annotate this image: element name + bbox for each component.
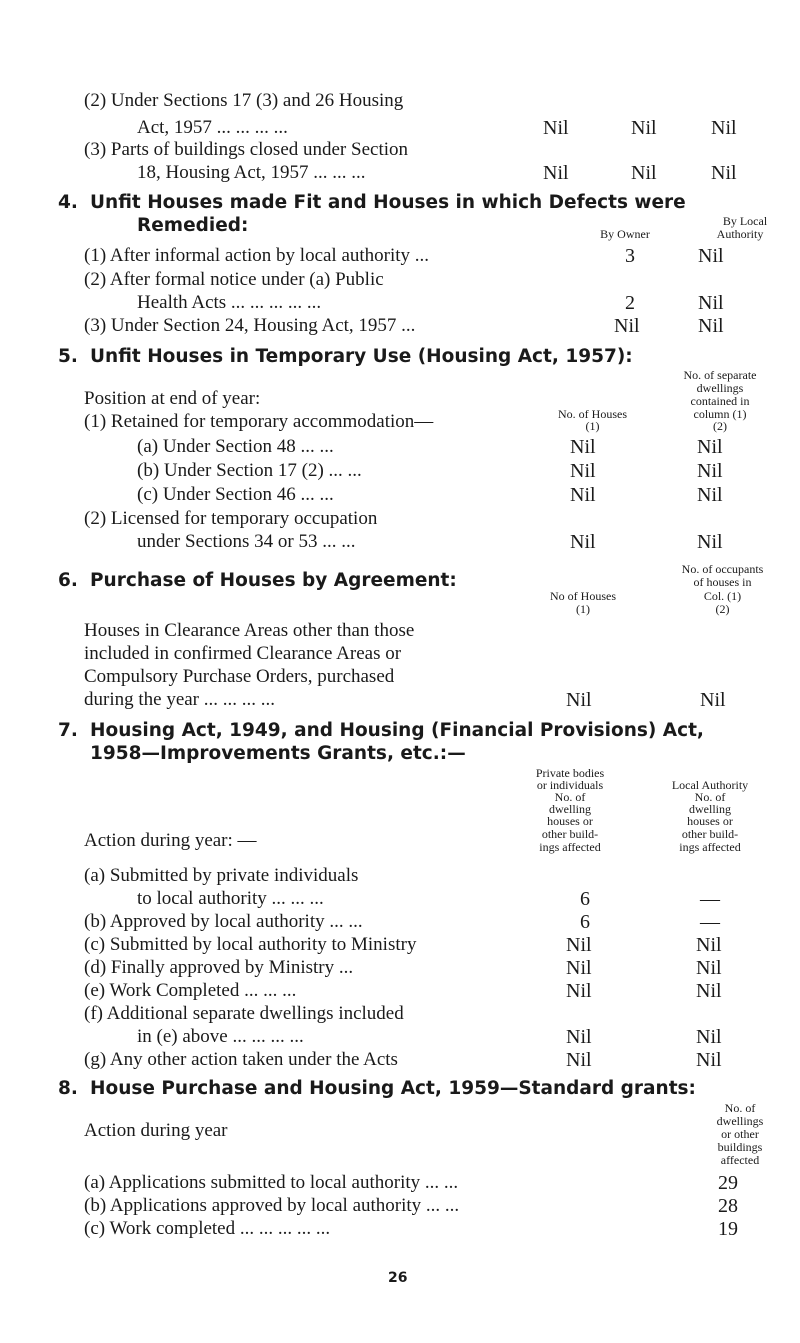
s7-col1-header: other build-	[541, 827, 599, 841]
s5-row-a-label: (a) Under Section 48 ... ...	[137, 436, 334, 457]
s7-row-d-label: (d) Finally approved by Ministry ...	[84, 957, 354, 978]
s5-row2-label-cont: under Sections 34 or 53 ... ...	[137, 531, 356, 552]
s3-row2-value: Nil	[543, 117, 569, 139]
s4-row3-value: Nil	[614, 315, 640, 337]
s7-row-a-label-cont: to local authority ... ... ...	[137, 888, 324, 909]
s7-row-b-value: 6	[580, 911, 590, 933]
s4-row2-label: (2) After formal notice under (a) Public	[84, 269, 384, 290]
s5-row2-value: Nil	[570, 531, 596, 553]
s3-row3-label-cont: 18, Housing Act, 1957 ... ... ...	[137, 162, 366, 183]
s6-number: 6.	[58, 570, 78, 591]
s8-row-c-value: 19	[718, 1218, 738, 1240]
s4-number: 4.	[58, 192, 78, 213]
s4-col1-header: By Owner	[600, 227, 650, 241]
s8-number: 8.	[58, 1078, 78, 1099]
s6-text-line: included in confirmed Clearance Areas or	[84, 643, 402, 664]
s3-row2-value: Nil	[711, 117, 737, 139]
s5-row-b-value: Nil	[697, 460, 723, 482]
s8-col-header: or other	[721, 1127, 759, 1141]
s6-col1-header: (1)	[576, 602, 590, 616]
s7-col2-header: other build-	[681, 827, 739, 841]
s5-row-b-label: (b) Under Section 17 (2) ... ...	[137, 460, 362, 481]
s7-row-b-value: —	[700, 911, 720, 933]
s4-row1-label: (1) After informal action by local authority ...	[84, 245, 430, 266]
s5-position-label: Position at end of year:	[84, 388, 261, 409]
s8-col-header: dwellings	[716, 1114, 764, 1128]
s6-text-line: during the year ... ... ... ...	[84, 689, 276, 710]
s7-col1-header: or individuals	[536, 778, 604, 792]
s5-col2-header: column (1)	[693, 407, 747, 421]
s4-row2-value: Nil	[698, 292, 724, 314]
s3-row2-label: (2) Under Sections 17 (3) and 26 Housing	[84, 90, 404, 111]
s8-row-a-value: 29	[718, 1172, 738, 1194]
s6-col2-header: No. of occupants	[681, 562, 764, 576]
s7-col2-header: Local Authority	[671, 778, 749, 792]
s5-col2-header: (2)	[713, 419, 727, 433]
s7-row-a-value: 6	[580, 888, 590, 910]
s7-row-c-label: (c) Submitted by local authority to Ministry	[84, 934, 417, 955]
s3-row3-value: Nil	[711, 162, 737, 184]
s5-row-c-value: Nil	[697, 484, 723, 506]
s8-col-header: buildings	[717, 1140, 763, 1154]
s3-row3-value: Nil	[543, 162, 569, 184]
s7-title-cont: 1958—Improvements Grants, etc.:—	[90, 743, 466, 764]
s7-action-label: Action during year: —	[84, 830, 257, 851]
s5-title: Unfit Houses in Temporary Use (Housing Act, 1957):	[90, 346, 633, 367]
s7-col1-header: No. of	[554, 790, 586, 804]
s7-row-g-value: Nil	[566, 1049, 592, 1071]
s7-row-f-value: Nil	[566, 1026, 592, 1048]
s5-row1-label: (1) Retained for temporary accommodation—	[84, 411, 434, 432]
s8-title: House Purchase and Housing Act, 1959—Standard grants:	[90, 1078, 696, 1099]
s7-col2-header: No. of	[694, 790, 726, 804]
s7-row-f-label-cont: in (e) above ... ... ... ...	[137, 1026, 304, 1047]
s6-value: Nil	[566, 689, 592, 711]
s5-row-b-value: Nil	[570, 460, 596, 482]
s4-row2-value: 2	[625, 292, 635, 314]
s7-row-c-value: Nil	[696, 934, 722, 956]
s4-row3-label: (3) Under Section 24, Housing Act, 1957 ...	[84, 315, 416, 336]
s4-row1-value: 3	[625, 245, 635, 267]
s3-row3-label: (3) Parts of buildings closed under Section	[84, 139, 409, 160]
s4-col2-header-cont: Authority	[716, 227, 764, 241]
s7-number: 7.	[58, 720, 78, 741]
s8-col-header: affected	[720, 1153, 760, 1167]
s5-row2-label: (2) Licensed for temporary occupation	[84, 508, 378, 529]
s7-col1-header: ings affected	[539, 840, 601, 854]
s6-col2-header: of houses in	[693, 575, 752, 589]
s5-row-a-value: Nil	[570, 436, 596, 458]
s5-col1-header: No. of Houses	[558, 407, 627, 421]
s7-row-e-value: Nil	[566, 980, 592, 1002]
s7-row-g-value: Nil	[696, 1049, 722, 1071]
s4-row3-value: Nil	[698, 315, 724, 337]
s8-row-a-label: (a) Applications submitted to local authority ... ...	[84, 1172, 459, 1193]
s6-title: Purchase of Houses by Agreement:	[90, 570, 457, 591]
s5-row-c-label: (c) Under Section 46 ... ...	[137, 484, 334, 505]
s7-row-f-label: (f) Additional separate dwellings included	[84, 1003, 404, 1024]
s7-row-d-value: Nil	[566, 957, 592, 979]
s5-col2-header: contained in	[690, 394, 750, 408]
s7-row-a-value: —	[700, 888, 720, 910]
s8-row-b-value: 28	[718, 1195, 738, 1217]
s7-row-g-label: (g) Any other action taken under the Acts	[84, 1049, 398, 1070]
s7-row-e-value: Nil	[696, 980, 722, 1002]
s6-text-line: Compulsory Purchase Orders, purchased	[84, 666, 395, 687]
s7-row-e-label: (e) Work Completed ... ... ...	[84, 980, 297, 1001]
s3-row3-value: Nil	[631, 162, 657, 184]
s6-col2-header: Col. (1)	[703, 589, 742, 603]
s8-row-c-label: (c) Work completed ... ... ... ... ...	[84, 1218, 331, 1239]
s6-col2-header: (2)	[715, 602, 730, 616]
s5-col1-header: (1)	[585, 419, 600, 433]
s5-number: 5.	[58, 346, 78, 367]
s7-col2-header: ings affected	[679, 840, 741, 854]
s7-row-b-label: (b) Approved by local authority ... ...	[84, 911, 363, 932]
s7-row-f-value: Nil	[696, 1026, 722, 1048]
s7-col1-header: houses or	[547, 814, 593, 828]
s8-col-header: No. of	[724, 1101, 756, 1115]
s6-text-line: Houses in Clearance Areas other than those	[84, 620, 415, 641]
s7-title: Housing Act, 1949, and Housing (Financial Provisions) Act,	[90, 720, 704, 741]
s6-value: Nil	[700, 689, 726, 711]
s5-row-a-value: Nil	[697, 436, 723, 458]
s4-col2-header: By Local	[722, 214, 768, 228]
s7-col2-header: dwelling	[689, 802, 731, 816]
s4-row2-label-cont: Health Acts ... ... ... ... ...	[137, 292, 322, 313]
s6-col1-header: No of Houses	[550, 589, 616, 603]
s7-col1-header: Private bodies	[535, 766, 605, 780]
s7-col1-header: dwelling	[549, 802, 591, 816]
s5-row-c-value: Nil	[570, 484, 596, 506]
s7-row-d-value: Nil	[696, 957, 722, 979]
s8-row-b-label: (b) Applications approved by local authority ... ...	[84, 1195, 460, 1216]
s3-row2-label-cont: Act, 1957 ... ... ... ...	[137, 117, 288, 138]
s4-row1-value: Nil	[698, 245, 724, 267]
s5-row2-value: Nil	[697, 531, 723, 553]
s3-row2-value: Nil	[631, 117, 657, 139]
s5-col2-header: No. of separate	[683, 368, 757, 382]
s4-title-cont: Remedied:	[137, 215, 249, 236]
s7-row-c-value: Nil	[566, 934, 592, 956]
s4-title: Unfit Houses made Fit and Houses in which Defects were	[90, 192, 686, 213]
s5-col2-header: dwellings	[696, 381, 744, 395]
s8-action-label: Action during year	[84, 1120, 228, 1141]
page-number: 26	[388, 1270, 408, 1286]
s7-col2-header: houses or	[687, 814, 733, 828]
s7-row-a-label: (a) Submitted by private individuals	[84, 865, 359, 886]
